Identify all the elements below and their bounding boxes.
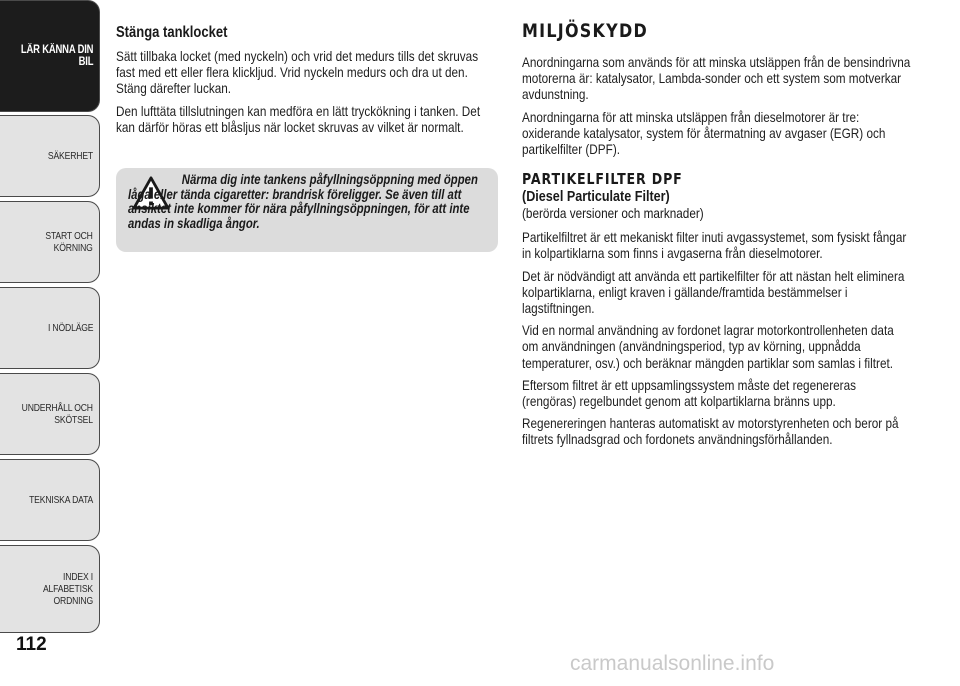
tab-start-och-korning[interactable]: START OCH KÖRNING — [0, 201, 100, 283]
paragraph: Sätt tillbaka locket (med nyckeln) och vrid det medurs tills det skruvas fast med ett eller flera klickljud. Vrid nyckeln medurs och dra ut den. Stäng därefter luckan. — [116, 48, 479, 97]
tab-sakerhet[interactable]: SÄKERHET — [0, 115, 100, 197]
warning-text: Närma dig inte tankens påfyllningsöppning med öppen låga eller tända cigaretter: brandrisk föreligger. Se även till att ansiktet inte kommer för nära påfyllningsöppningen, för att inte andas in skadliga ångor. — [128, 172, 478, 231]
tab-lar-kanna-din-bil[interactable]: LÄR KÄNNA DIN BIL — [0, 0, 100, 112]
paragraph: Anordningarna som används för att minska utsläppen från de bensindrivna motorerna är: katalysator, Lambda-sonder och ett system som motverkar avdunstning. — [522, 54, 911, 103]
versions-note: (berörda versioner och marknader) — [522, 205, 704, 222]
paragraph: Vid en normal användning av fordonet lagrar motorkontrollenheten data om användningen (användningsperiod, typ av körning, uppnådda temperaturer, osv.) och beräknar mängden partiklar som samlas i filtret. — [522, 322, 894, 371]
page-number: 112 — [16, 634, 47, 655]
section-heading-stanga-tanklocket: Stänga tanklocket — [116, 24, 228, 41]
left-column — [116, 0, 500, 141]
paragraph: Anordningarna för att minska utsläppen från dieselmotorer är tre: oxiderande katalysator, system för återmatning av avgaser (EGR) och partikelfilter (DPF). — [522, 108, 886, 158]
heading-partikelfilter: PARTIKELFILTER DPF — [522, 170, 683, 189]
left-column-text — [116, 24, 500, 135]
tab-i-nodlage[interactable]: I NÖDLÄGE — [0, 287, 100, 369]
tab-tekniska-data[interactable]: TEKNISKA DATA — [0, 459, 100, 541]
tab-underhall-och-skotsel[interactable]: UNDERHÅLL OCH SKÖTSEL — [0, 373, 100, 455]
paragraph: Partikelfiltret är ett mekaniskt filter inuti avgassystemet, som fysiskt fångar in kolpartiklarna som finns i avgaserna från dieselmotorer. — [522, 229, 907, 262]
paragraph: Den lufttäta tillslutningen kan medföra en lätt tryckökning i tanken. Det kan därför höras ett blåsljus när locket skruvas av vilket är normalt. — [116, 102, 481, 135]
watermark: carmanualsonline.info — [570, 652, 775, 675]
right-column-text — [522, 20, 912, 448]
paragraph: Eftersom filtret är ett uppsamlingssystem måste det regenereras (rengöras) regelbundet genom att kolpartiklarna bränns upp. — [522, 376, 856, 410]
heading-subtitle: (Diesel Particulate Filter) — [522, 188, 670, 206]
right-column — [522, 0, 912, 454]
paragraph: Regenereringen hanteras automatiskt av motorstyrenheten och beror på filtrets fyllnadsgrad och fordonets användningsförhållanden. — [522, 415, 899, 448]
paragraph: Det är nödvändigt att använda ett partikelfilter för att nästan helt eliminera kolpartiklarna, enligt kraven i gällande/framtida bestämmelser i lagstiftningen. — [522, 267, 905, 317]
tab-index[interactable]: INDEX I ALFABETISK ORDNING — [0, 545, 100, 633]
warning-box — [116, 168, 498, 252]
heading-miljoskydd: MILJÖSKYDD — [522, 20, 649, 42]
chapter-sidebar — [0, 0, 100, 640]
